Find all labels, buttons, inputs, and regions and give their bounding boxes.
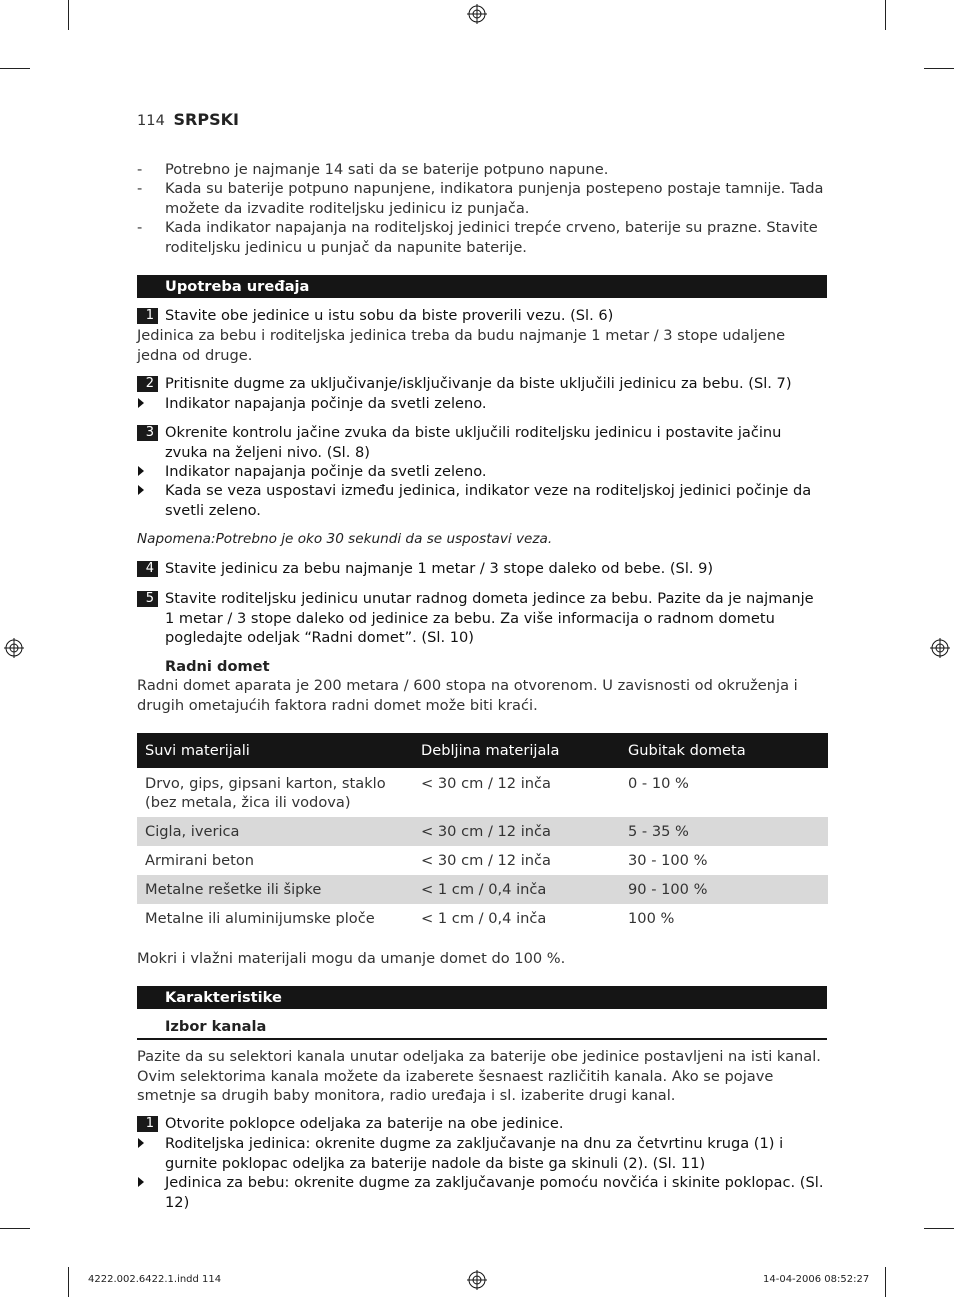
step-text: Stavite obe jedinice u istu sobu da biste proverili vezu. (Sl. 6) — [165, 307, 614, 324]
bullet-arrow-icon — [138, 1177, 144, 1187]
intro-bullet: Kada su baterije potpuno napunjene, indikatora punjenja postepeno postaje tamnije. Tada možete da izvadite roditeljsku jedinicu iz punjača. — [165, 180, 824, 217]
step-number: 1 — [137, 1116, 158, 1132]
crop-mark — [68, 0, 69, 30]
table-header-row — [137, 733, 828, 768]
bullet-arrow-icon — [138, 466, 144, 476]
table-cell: 100 % — [628, 910, 675, 927]
crop-mark — [0, 68, 30, 69]
dash-marker: - — [137, 161, 143, 178]
page-header — [137, 110, 239, 131]
table-cell: Metalne rešetke ili šipke — [137, 875, 413, 904]
table-cell: < 30 cm / 12 inča — [421, 852, 551, 869]
crop-mark — [68, 1267, 69, 1297]
table-row — [137, 904, 828, 933]
table-cell: 30 - 100 % — [628, 852, 708, 869]
column-header: Gubitak dometa — [620, 733, 828, 768]
step-text: Stavite roditeljsku jedinicu unutar radnog dometa jedince za bebu. Pazite da je najmanje 1 metar / 3 stope daleko od jedinice za bebu. Za više informacija o radnom dometu pogledajte odeljak “Radni domet”. (Sl. 10) — [165, 590, 814, 646]
table-row — [137, 817, 828, 846]
crop-mark — [924, 68, 954, 69]
footer-timestamp: 14-04-2006 08:52:27 — [763, 1274, 870, 1285]
step-number: 3 — [137, 425, 158, 441]
registration-mark-icon — [930, 638, 950, 658]
paragraph: Radni domet aparata je 200 metara / 600 stopa na otvorenom. U zavisnosti od okruženja i drugih ometajućih faktora radni domet može biti kraći. — [137, 677, 798, 714]
bullet-arrow-icon — [138, 398, 144, 408]
subheading-channel: Izbor kanala — [165, 1018, 267, 1035]
bullet-arrow-icon — [138, 485, 144, 495]
step-number: 2 — [137, 376, 158, 392]
table-cell: < 1 cm / 0,4 inča — [413, 875, 620, 904]
registration-mark-icon — [467, 4, 487, 24]
note: Napomena:Potrebno je oko 30 sekundi da se uspostavi veza. — [137, 531, 553, 547]
registration-mark-icon — [4, 638, 24, 658]
table-cell: Cigla, iverica — [137, 817, 413, 846]
step-number: 4 — [137, 561, 158, 577]
footer-file: 4222.002.6422.1.indd 114 — [88, 1274, 222, 1285]
column-header: Suvi materijali — [137, 733, 413, 768]
language-label: SRPSKI — [173, 110, 239, 129]
registration-mark-icon — [467, 1270, 487, 1290]
crop-mark — [885, 1267, 886, 1297]
column-header: Debljina materijala — [413, 733, 620, 768]
intro-bullet: Potrebno je najmanje 14 sati da se baterije potpuno napune. — [165, 161, 609, 178]
section-heading-usage: Upotreba uređaja — [137, 275, 827, 298]
table-cell: Drvo, gips, gipsani karton, staklo (bez metala, žica ili vodova) — [145, 775, 386, 811]
section-heading-features: Karakteristike — [137, 986, 827, 1009]
table-cell: Metalne ili aluminijumske ploče — [145, 910, 375, 927]
paragraph: Pazite da su selektori kanala unutar odeljaka za baterije obe jedinice postavljeni na isti kanal. Ovim selektorima kanala možete da izaberete šesnaest različitih kanala. Ako se pojave smetnje sa drugih baby monitora, radio uređaja i sl. izaberite drugi kanal. — [137, 1048, 821, 1104]
table-cell: < 1 cm / 0,4 inča — [421, 910, 547, 927]
step-number: 1 — [137, 308, 158, 324]
table-row — [137, 846, 828, 875]
step-result: Kada se veza uspostavi između jedinica, indikator veze na roditeljskoj jedinici počinje da svetli zeleno. — [165, 482, 812, 519]
step-text: Stavite jedinicu za bebu najmanje 1 metar / 3 stope daleko od bebe. (Sl. 9) — [165, 560, 714, 577]
table-cell: < 30 cm / 12 inča — [421, 775, 551, 792]
dash-marker: - — [137, 219, 143, 236]
divider — [137, 1038, 827, 1040]
crop-mark — [885, 0, 886, 30]
step-number: 5 — [137, 591, 158, 607]
materials-table — [137, 733, 828, 933]
table-cell: 5 - 35 % — [620, 817, 828, 846]
step-result: Jedinica za bebu: okrenite dugme za zaključavanje pomoću novčića i skinite poklopac. (Sl. 12) — [165, 1174, 824, 1211]
dash-marker: - — [137, 180, 143, 197]
page-number: 114 — [137, 112, 165, 129]
step-text: Okrenite kontrolu jačine zvuka da biste uključili roditeljsku jedinicu i postavite jačinu zvuka na željeni nivo. (Sl. 8) — [165, 424, 782, 461]
table-row — [137, 768, 828, 817]
step-text: Pritisnite dugme za uključivanje/isključivanje da biste uključili jedinicu za bebu. (Sl. 7) — [165, 375, 792, 392]
crop-mark — [0, 1228, 30, 1229]
table-cell: Armirani beton — [145, 852, 255, 869]
step-result: Roditeljska jedinica: okrenite dugme za zaključavanje na dnu za četvrtinu kruga (1) i gurnite poklopac odeljka za baterije nadole da biste ga skinuli (2). (Sl. 11) — [165, 1135, 784, 1172]
bullet-arrow-icon — [138, 1138, 144, 1148]
table-cell: 0 - 10 % — [628, 775, 689, 792]
table-cell: < 30 cm / 12 inča — [413, 817, 620, 846]
subheading-range: Radni domet — [165, 658, 270, 675]
step-result: Indikator napajanja počinje da svetli zeleno. — [165, 463, 487, 480]
paragraph: Jedinica za bebu i roditeljska jedinica treba da budu najmanje 1 metar / 3 stope udaljene jedna od druge. — [137, 327, 786, 364]
paragraph: Mokri i vlažni materijali mogu da umanje domet do 100 %. — [137, 950, 566, 967]
crop-mark — [924, 1228, 954, 1229]
table-row — [137, 875, 828, 904]
step-result: Indikator napajanja počinje da svetli zeleno. — [165, 395, 487, 412]
intro-bullet: Kada indikator napajanja na roditeljskoj jedinici trepće crveno, baterije su prazne. Stavite roditeljsku jedinicu u punjač da napunite baterije. — [165, 219, 818, 256]
step-text: Otvorite poklopce odeljaka za baterije na obe jedinice. — [165, 1115, 564, 1132]
table-cell: 90 - 100 % — [620, 875, 828, 904]
